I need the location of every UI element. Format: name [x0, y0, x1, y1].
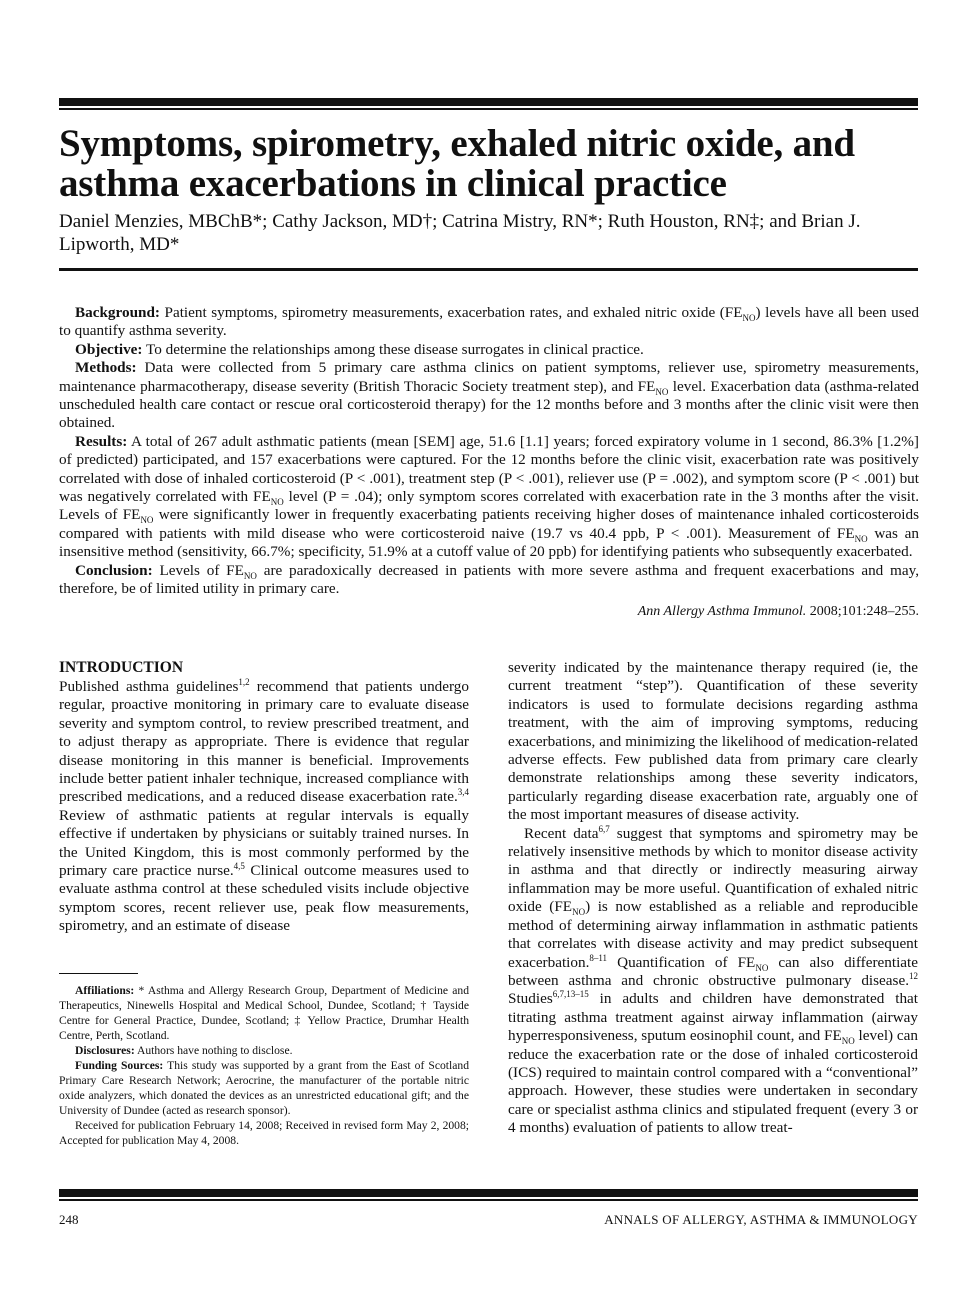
page-number: 248 [59, 1212, 79, 1227]
citation: Ann Allergy Asthma Immunol. 2008;101:248–255. [637, 603, 919, 619]
intro-paragraph-1: Published asthma guidelines$^{1,2}$ recommend that patients undergo regular, proactive monitoring in primary care to evaluate disease severity and symptom control, to review prescribed treatment, and to adjust therapy as appropriate. There is evidence that regular disease monitoring in this manner is beneficial. Improvements include better patient inhaler technique, increased compliance with prescribed medications, and a reduced disease exacerbation rate.$^{3,4}$ Review of asthmatic patients at regular intervals is equally effective if undertaken by physicians or suitably trained nurses. In the United Kingdom, this is most commonly performed by the primary care practice nurse.$^{4,5}$ Clinical outcome measures used to evaluate asthma control at these scheduled visits include objective symptom scores, recent reliever use, peak flow measurements, spirometry, and an estimate of disease [59, 676, 469, 935]
footnote-rule [59, 973, 138, 974]
methods-label: Methods: [75, 359, 137, 377]
top-rule-thin [59, 108, 918, 110]
footnotes [59, 983, 469, 1148]
abstract-conclusion: Conclusion: Levels of $FE_{NO}$ are paradoxically decreased in patients with more severe asthma and frequent exacerbations and may, therefore, be of limited utility in primary care. [59, 561, 920, 598]
footnote-received: Received for publication February 14, 2008; Received in revised form May 2, 2008; Accepted for publication May 4, 2008. [59, 1119, 469, 1147]
objective-label: Objective: [75, 340, 143, 358]
section-heading-introduction: INTRODUCTION [59, 659, 184, 676]
background-label: Background: [75, 304, 160, 321]
top-rule-thick [59, 98, 918, 106]
bottom-rule-thick [59, 1189, 918, 1197]
journal-name: ANNALS OF ALLERGY, ASTHMA & IMMUNOLOGY [604, 1212, 918, 1227]
footnote-disclosures: Disclosures: Authors have nothing to disclose. [75, 1044, 293, 1057]
results-label: Results: [75, 432, 128, 450]
abstract-background: Background: Patient symptoms, spirometry measurements, exacerbation rates, and exhaled nitric oxide $(FE_{NO})$ levels have all been used to quantify asthma severity. [59, 304, 920, 340]
intro-paragraph-2: Recent data$^{6,7}$ suggest that symptoms and spirometry may be relatively insensitive methods by which to monitor disease activity in asthma and that directly or indirectly measuring airway inflammation may be more useful. Quantification of exhaled nitric oxide $(FE_{NO})$ is now established as a reliable and reproducible method of determining airway inflammation in asthmatic patients that correlates with disease activity and may predict subsequent exacerbation.$^{8-11}$ Quantification of $FE_{NO}$ can also differentiate between asthma and chronic obstructive pulmonary disease.$^{12}$ Studies$^{6,7,13-15}$ in adults and children have demonstrated that titrating asthma treatment against airway inflammation (airway hyperresponsiveness, sputum eosinophil count, and $FE_{NO}$ level) can reduce the exacerbation rate or the dose of inhaled corticosteroid (ICS) required to maintain control compared with a “conventional” approach. However, these studies were undertaken in secondary care or specialist asthma clinics and stipulated frequent (every 3 or 4 months) evaluation of patients to allow treat- [508, 823, 918, 1137]
article-title: Symptoms, spirometry, exhaled nitric oxide, and asthma exacerbations in clinical practice [59, 122, 855, 205]
right-column [508, 659, 918, 1138]
bottom-rule-thin [59, 1199, 918, 1201]
header-divider [59, 268, 918, 271]
footnote-affiliations: Affiliations: * Asthma and Allergy Research Group, Department of Medicine and Therapeutics, Ninewells Hospital and Medical School, Dundee, Scotland; † Tayside Centre for General Practice, Dundee, Scotland; ‡ Yellow Practice, Drumhar Health Centre, Perth, Scotland. [59, 984, 469, 1042]
abstract-methods: Methods: Data were collected from 5 primary care asthma clinics on patient symptoms, reliever use, spirometry measurements, maintenance pharmacotherapy, disease severity (British Thoracic Society treatment step), and $FE_{NO}$ level. Exacerbation data (asthma-related unscheduled health care contact or rescue oral corticosteroid therapy) for the 12 months before and 3 months after the clinic visit were then obtained. [59, 359, 919, 432]
intro-paragraph-1-continued: severity indicated by the maintenance therapy required (ie, the current treatment “step”). Quantification of these severity indicators is used to formulate decisions regarding asthma treatment, with the aim of improving symptoms, reducing exacerbations, and minimizing the likelihood of medication-related adverse effects. Few published data from primary care clearly demonstrate relationships among these severity indicators, particularly regarding disease exacerbation rate, arguably one of the most important measures of disease activity. [508, 659, 918, 824]
abstract-objective: Objective: To determine the relationships among these disease surrogates in clinical practice. [75, 340, 644, 358]
abstract-results: Results: A total of 267 adult asthmatic patients (mean [SEM] age, 51.6 [1.1] years; forced expiratory volume in 1 second, 86.3% [1.2%] of predicted) participated, and 157 exacerbations were captured. For the 12 months before the clinic visit, exacerbation rate was positively correlated with dose of inhaled corticosteroid (P < .001), treatment step (P < .001), reliever use (P = .002), and symptom score (P < .001) but was negatively correlated with $FE_{NO}$ level (P = .04); only symptom scores correlated with exacerbation rate in the 3 months after the visit. Levels of $FE_{NO}$ were significantly lower in frequently exacerbating patients receiving higher doses of maintenance inhaled corticosteroids compared with patients with mild disease who were corticosteroid naive (19.7 vs 40.4 ppb, P < .001). Measurement of $FE_{NO}$ was an insensitive method (sensitivity, 66.7%; specificity, 51.9% at a cutoff value of 20 ppb) for identifying patients who subsequently exacerbated. [59, 432, 920, 561]
footnote-funding: Funding Sources: This study was supported by a grant from the East of Scotland Primary Care Research Network; Aerocrine, the manufacturer of the portable nitric oxide analyzers, which donated the devices as an unrestricted educational gift; and the University of Dundee (acted as research sponsor). [59, 1059, 469, 1117]
author-list: Daniel Menzies, MBChB*; Cathy Jackson, MD†; Catrina Mistry, RN*; Ruth Houston, RN‡; and Brian J. Lipworth, MD* [59, 211, 861, 255]
left-column [59, 659, 469, 936]
conclusion-label: Conclusion: [75, 561, 153, 579]
abstract [59, 304, 919, 621]
